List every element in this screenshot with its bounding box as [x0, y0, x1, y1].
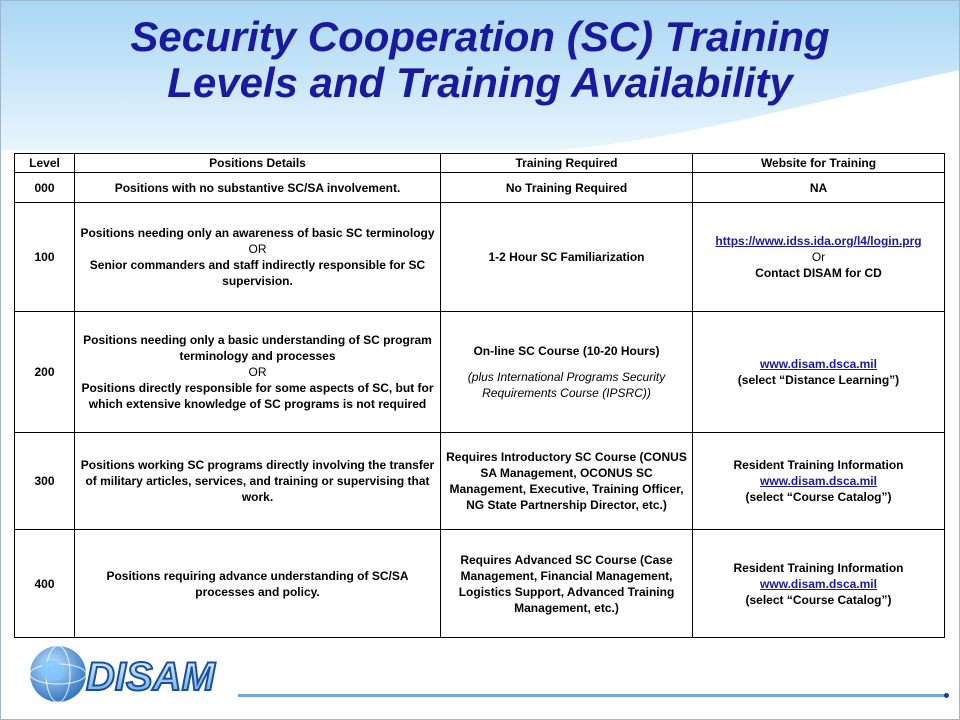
- website-title: Resident Training Information: [733, 560, 904, 575]
- title-line-2: Levels and Training Availability: [167, 59, 793, 106]
- title-line-1: Security Cooperation (SC) Training: [130, 13, 830, 60]
- website-cell: [693, 203, 945, 312]
- training-cell: No Training Required: [441, 173, 693, 203]
- positions-cell: [75, 203, 441, 312]
- training-link[interactable]: www.disam.dsca.mil: [760, 576, 877, 591]
- website-note: (select “Distance Learning”): [737, 373, 900, 387]
- website-cell: [693, 312, 945, 433]
- training-cell: 1-2 Hour SC Familiarization: [441, 203, 693, 312]
- table-row: [15, 530, 945, 638]
- globe-icon: [30, 646, 86, 702]
- positions-text: Positions needing only a basic understanding of SC program terminology and processes: [83, 333, 432, 363]
- training-cell: Requires Advanced SC Course (Case Management, Financial Management, Logistics Support, Advanced Training Management, etc.): [441, 530, 693, 638]
- header-website: Website for Training: [693, 154, 945, 173]
- or-label: Or: [811, 250, 826, 264]
- logo-wordmark: DISAM: [86, 655, 215, 699]
- header-training: Training Required: [441, 154, 693, 173]
- level-cell: 400: [15, 530, 75, 638]
- or-label: OR: [248, 365, 267, 379]
- training-cell: Requires Introductory SC Course (CONUS SA Management, OCONUS SC Management, Executive, Training Officer, NG State Partnership Director, etc.): [441, 433, 693, 530]
- table-header-row: [15, 154, 945, 173]
- level-cell: 200: [15, 312, 75, 433]
- table-row: [15, 203, 945, 312]
- training-cell: [441, 312, 693, 433]
- training-text: On-line SC Course (10-20 Hours): [473, 344, 660, 358]
- positions-cell: Positions working SC programs directly involving the transfer of military articles, services, and training or supervising that work.: [75, 433, 441, 530]
- level-cell: 300: [15, 433, 75, 530]
- positions-text: Positions directly responsible for some aspects of SC, but for which extensive knowledge of SC programs is not required: [81, 381, 434, 411]
- training-link[interactable]: www.disam.dsca.mil: [760, 474, 877, 488]
- level-cell: 100: [15, 203, 75, 312]
- table-row: [15, 433, 945, 530]
- website-note: (select “Course Catalog”): [745, 592, 892, 607]
- table-row: [15, 173, 945, 203]
- training-link[interactable]: www.disam.dsca.mil: [760, 357, 877, 371]
- training-note: (plus International Programs Security Requirements Course (IPSRC)): [467, 370, 666, 400]
- level-cell: 000: [15, 173, 75, 203]
- positions-cell: Positions requiring advance understanding of SC/SA processes and policy.: [75, 530, 441, 638]
- positions-cell: [75, 312, 441, 433]
- disam-logo: [26, 636, 256, 714]
- or-label: OR: [248, 242, 267, 256]
- table-row: [15, 312, 945, 433]
- positions-cell: Positions with no substantive SC/SA involvement.: [75, 173, 441, 203]
- website-cell: [693, 530, 945, 638]
- website-note: Contact DISAM for CD: [755, 266, 882, 280]
- header-level: Level: [15, 154, 75, 173]
- website-note: (select “Course Catalog”): [745, 490, 892, 504]
- page-title: [20, 14, 940, 106]
- training-levels-table: [14, 153, 945, 638]
- footer-divider: [238, 694, 948, 697]
- website-title: Resident Training Information: [733, 458, 904, 472]
- header-positions: Positions Details: [75, 154, 441, 173]
- website-cell: NA: [693, 173, 945, 203]
- positions-text: Positions needing only an awareness of basic SC terminology: [80, 226, 435, 240]
- positions-text: Senior commanders and staff indirectly responsible for SC supervision.: [89, 258, 426, 288]
- training-link[interactable]: https://www.idss.ida.org/l4/login.prg: [715, 234, 922, 248]
- website-cell: [693, 433, 945, 530]
- footer-dot: [944, 693, 949, 698]
